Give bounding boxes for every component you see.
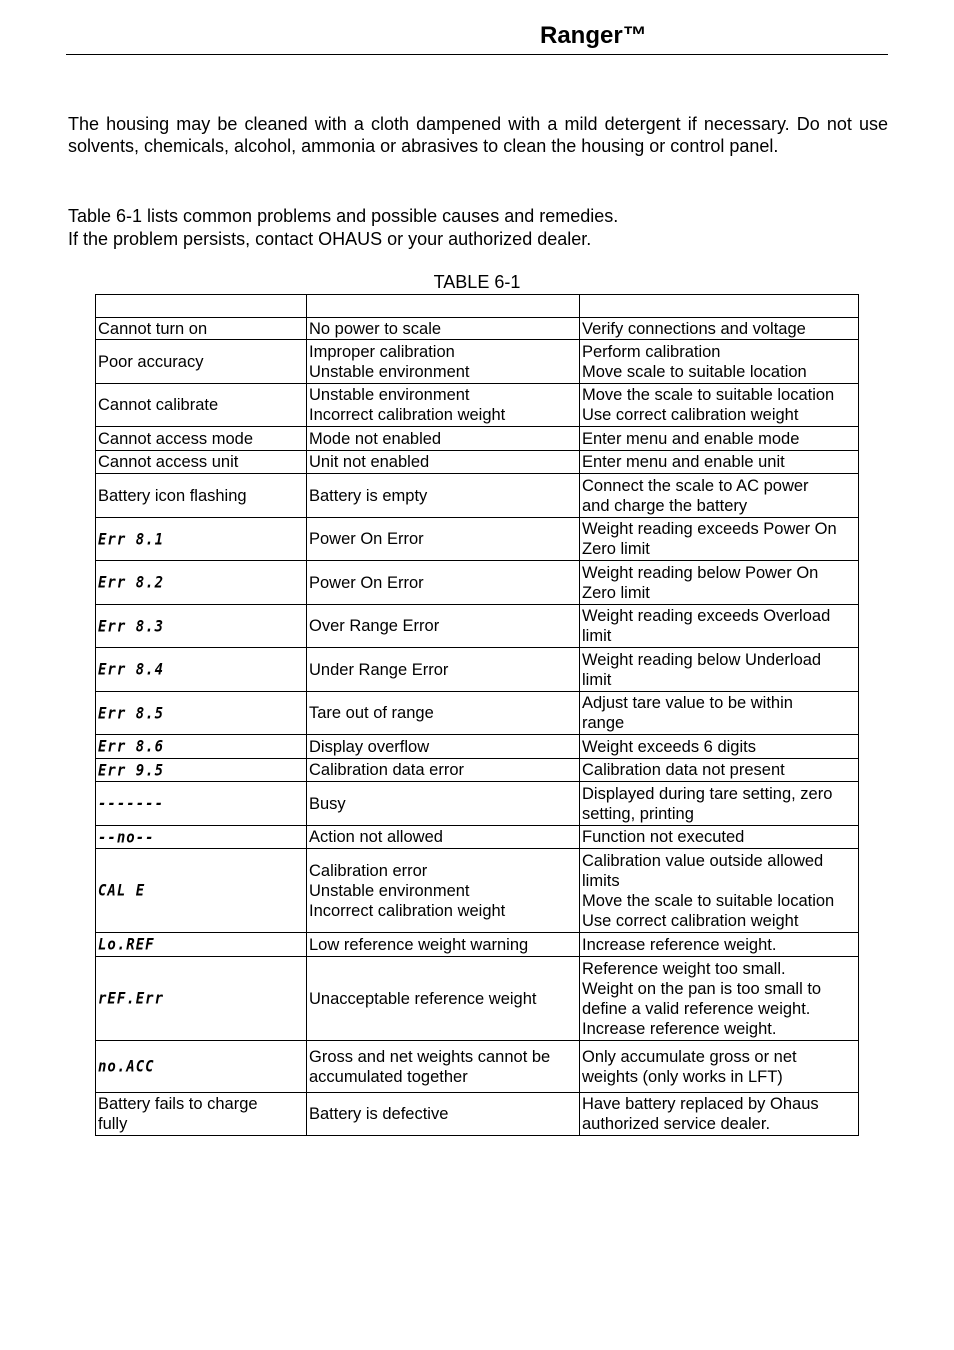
symptom-cell-text: Cannot calibrate <box>98 396 219 414</box>
cause-cell <box>307 648 580 692</box>
remedy-cell <box>580 759 859 782</box>
remedy-cell-text: Weight reading below Power On Zero limit <box>582 563 819 602</box>
cause-cell <box>307 759 580 782</box>
cause-cell-text: Unit not enabled <box>309 453 430 471</box>
cause-cell <box>307 957 580 1041</box>
remedy-cell-text: Perform calibration Move scale to suitable location <box>582 342 807 381</box>
table-row <box>96 782 859 826</box>
table-row <box>96 826 859 849</box>
table-row <box>96 648 859 692</box>
cause-cell <box>307 1041 580 1093</box>
cause-cell <box>307 933 580 957</box>
symptom-cell-text: Poor accuracy <box>98 352 204 371</box>
cleaning-paragraph: The housing may be cleaned with a cloth dampened with a mild detergent if necessary. Do not use solvents, chemicals, alcohol, ammonia or abrasives to clean the housing or control panel. <box>68 114 888 156</box>
remedy-cell <box>580 648 859 692</box>
cause-cell <box>307 318 580 340</box>
remedy-cell <box>580 782 859 826</box>
cause-cell-text: Under Range Error <box>309 660 449 679</box>
remedy-cell-text: Verify connections and voltage <box>582 319 806 338</box>
cause-cell-text: Mode not enabled <box>309 429 442 448</box>
symptom-cell-text: Cannot turn on <box>98 319 208 338</box>
cause-cell-text: No power to scale <box>309 319 442 338</box>
lcd-code-text: Err 8.5 <box>98 704 165 723</box>
remedy-cell <box>580 933 859 957</box>
table-row <box>96 933 859 957</box>
symptom-cell <box>96 759 307 782</box>
cause-cell-text: Low reference weight warning <box>309 935 529 954</box>
table-row <box>96 692 859 735</box>
lcd-code-text: Err 8.4 <box>98 660 165 680</box>
lcd-code-text: Err 8.2 <box>98 573 165 593</box>
lcd-code-text: --no-- <box>98 828 155 847</box>
table-caption: TABLE 6-1 <box>433 272 521 292</box>
remedy-cell <box>580 518 859 561</box>
remedy-cell-text: Calibration value outside allowed limits Move the scale to suitable location Use correct calibration weight <box>582 851 835 930</box>
remedy-cell-text: Enter menu and enable unit <box>582 453 785 471</box>
table-header-row <box>96 295 859 318</box>
symptom-cell <box>96 826 307 849</box>
remedy-cell-text: Enter menu and enable mode <box>582 429 800 448</box>
remedy-cell-text: Weight reading exceeds Overload limit <box>582 607 831 645</box>
troubleshooting-table <box>95 294 859 1136</box>
page-title: Ranger™ <box>540 22 647 49</box>
symptom-cell <box>96 561 307 605</box>
remedy-cell <box>580 849 859 933</box>
cause-cell <box>307 1093 580 1136</box>
remedy-cell <box>580 474 859 518</box>
remedy-cell <box>580 605 859 648</box>
symptom-cell <box>96 1093 307 1136</box>
remedy-cell <box>580 561 859 605</box>
symptom-cell <box>96 849 307 933</box>
lcd-code-text: rEF.Err <box>98 989 165 1009</box>
cause-cell-text: Battery is empty <box>309 486 428 505</box>
cause-cell-text: Busy <box>309 794 346 813</box>
remedy-cell-text: Weight reading below Underload limit <box>582 650 822 689</box>
remedy-cell <box>580 384 859 427</box>
troubleshooting-contact-line: If the problem persists, contact OHAUS or your authorized dealer. <box>68 229 592 249</box>
symptom-cell <box>96 605 307 648</box>
remedy-cell-text: Adjust tare value to be within range <box>582 694 793 732</box>
cause-cell <box>307 561 580 605</box>
cause-cell-text: Calibration error Unstable environment Incorrect calibration weight <box>309 861 506 920</box>
remedy-cell <box>580 1041 859 1093</box>
cause-cell <box>307 849 580 933</box>
cause-cell <box>307 605 580 648</box>
symptom-cell-text: Battery fails to charge fully <box>98 1095 258 1133</box>
cause-cell-text: Gross and net weights cannot be accumulated together <box>309 1047 551 1086</box>
cause-cell-text: Tare out of range <box>309 704 434 722</box>
table-row <box>96 849 859 933</box>
lcd-code-text: Lo.REF <box>98 935 155 955</box>
table-row <box>96 318 859 340</box>
table-row <box>96 759 859 782</box>
remedy-cell <box>580 957 859 1041</box>
lcd-code-text: Err 9.5 <box>98 761 165 780</box>
header-remedy <box>580 295 859 318</box>
table-row <box>96 427 859 451</box>
lcd-code-text: no.ACC <box>98 1057 155 1077</box>
remedy-cell-text: Only accumulate gross or net weights (only works in LFT) <box>582 1047 797 1086</box>
table-row <box>96 957 859 1041</box>
remedy-cell-text: Have battery replaced by Ohaus authorized service dealer. <box>582 1095 819 1133</box>
symptom-cell <box>96 427 307 451</box>
cause-cell-text: Display overflow <box>309 737 430 756</box>
header-rule <box>66 54 888 55</box>
cause-cell-text: Calibration data error <box>309 761 464 779</box>
table-row <box>96 735 859 759</box>
table-row <box>96 340 859 384</box>
remedy-cell-text: Increase reference weight. <box>582 935 777 954</box>
cause-cell-text: Power On Error <box>309 530 424 548</box>
remedy-cell-text: Weight exceeds 6 digits <box>582 737 756 756</box>
cause-cell <box>307 474 580 518</box>
table-row <box>96 451 859 474</box>
cause-cell-text: Unacceptable reference weight <box>309 989 537 1008</box>
symptom-cell <box>96 518 307 561</box>
table-row <box>96 1093 859 1136</box>
cause-cell-text: Improper calibration Unstable environment <box>309 342 470 381</box>
cause-cell-text: Action not allowed <box>309 828 443 846</box>
symptom-cell <box>96 340 307 384</box>
remedy-cell-text: Function not executed <box>582 828 745 846</box>
cause-cell <box>307 518 580 561</box>
symptom-cell <box>96 384 307 427</box>
symptom-cell <box>96 318 307 340</box>
table-row <box>96 518 859 561</box>
cause-cell <box>307 451 580 474</box>
remedy-cell <box>580 451 859 474</box>
symptom-cell <box>96 735 307 759</box>
cause-cell-text: Power On Error <box>309 573 424 592</box>
remedy-cell <box>580 427 859 451</box>
remedy-cell-text: Connect the scale to AC power and charge the battery <box>582 476 809 515</box>
lcd-code-text: Err 8.1 <box>98 530 165 549</box>
remedy-cell <box>580 826 859 849</box>
symptom-cell-text: Battery icon flashing <box>98 486 247 505</box>
troubleshooting-intro-line: Table 6-1 lists common problems and possible causes and remedies. <box>68 206 619 226</box>
symptom-cell <box>96 692 307 735</box>
lcd-code-text: ------- <box>98 794 165 814</box>
remedy-cell <box>580 692 859 735</box>
cause-cell <box>307 340 580 384</box>
cause-cell <box>307 692 580 735</box>
remedy-cell <box>580 735 859 759</box>
remedy-cell <box>580 318 859 340</box>
remedy-cell-text: Reference weight too small. Weight on the pan is too small to define a valid reference weight. Increase reference weight. <box>582 959 822 1038</box>
remedy-cell-text: Move the scale to suitable location Use correct calibration weight <box>582 386 835 424</box>
remedy-cell <box>580 340 859 384</box>
symptom-cell <box>96 474 307 518</box>
lcd-code-text: Err 8.3 <box>98 617 165 636</box>
symptom-cell <box>96 782 307 826</box>
cause-cell <box>307 735 580 759</box>
symptom-cell <box>96 451 307 474</box>
header-cause <box>307 295 580 318</box>
cause-cell <box>307 384 580 427</box>
cause-cell-text: Unstable environment Incorrect calibration weight <box>309 386 506 424</box>
symptom-cell <box>96 933 307 957</box>
symptom-cell <box>96 648 307 692</box>
remedy-cell <box>580 1093 859 1136</box>
remedy-cell-text: Calibration data not present <box>582 761 785 779</box>
table-row <box>96 1041 859 1093</box>
symptom-cell-text: Cannot access mode <box>98 429 254 448</box>
lcd-code-text: Err 8.6 <box>98 737 165 757</box>
cause-cell-text: Battery is defective <box>309 1105 449 1123</box>
table-row <box>96 605 859 648</box>
symptom-cell <box>96 957 307 1041</box>
cause-cell <box>307 782 580 826</box>
table-row <box>96 474 859 518</box>
symptom-cell-text: Cannot access unit <box>98 453 239 471</box>
cause-cell <box>307 427 580 451</box>
table-row <box>96 561 859 605</box>
cause-cell <box>307 826 580 849</box>
remedy-cell-text: Weight reading exceeds Power On Zero limit <box>582 520 837 558</box>
header-symptom <box>96 295 307 318</box>
remedy-cell-text: Displayed during tare setting, zero setting, printing <box>582 784 833 823</box>
table-row <box>96 384 859 427</box>
symptom-cell <box>96 1041 307 1093</box>
lcd-code-text: CAL E <box>98 881 146 901</box>
cause-cell-text: Over Range Error <box>309 617 440 635</box>
